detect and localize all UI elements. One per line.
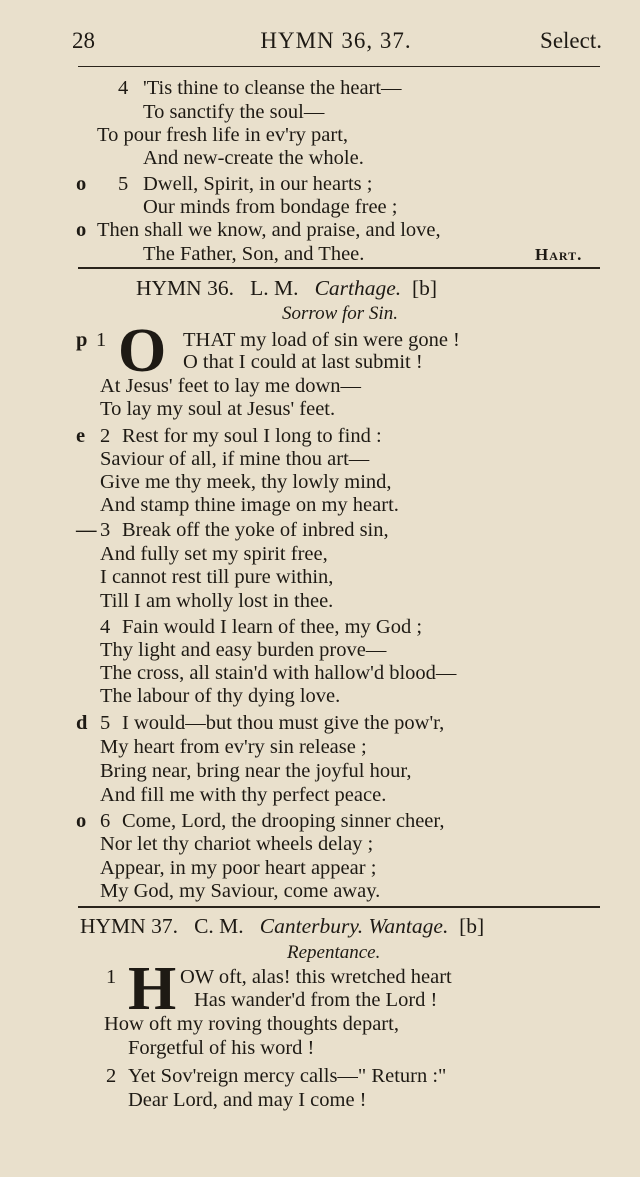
verse-line: Give me thy meek, thy lowly mind, — [100, 471, 392, 493]
header-section: Select. — [540, 28, 602, 53]
hymn-divider — [78, 906, 600, 908]
stanza-number: 2 — [100, 425, 111, 447]
hymn-tune: Canterbury. Wantage. — [259, 914, 449, 938]
hymn-meter: C. M. — [194, 914, 244, 938]
verse-line: OW oft, alas! this wretched heart — [180, 966, 452, 988]
verse-line: At Jesus' feet to lay me down— — [100, 375, 362, 397]
hymn-subtitle: Sorrow for Sin. — [282, 303, 398, 324]
drop-cap: H — [128, 955, 177, 1023]
verse-line: Yet Sov'reign mercy calls—" Return :" — [128, 1065, 447, 1087]
verse-line: My God, my Saviour, come away. — [100, 880, 381, 902]
verse-line: Fain would I learn of thee, my God ; — [122, 616, 423, 638]
dynamic-mark: e — [76, 425, 86, 447]
stanza-number: 4 — [118, 77, 129, 99]
verse-line: The labour of thy dying love. — [100, 685, 341, 707]
hymn-subtitle: Repentance. — [287, 942, 381, 963]
verse-line: Bring near, bring near the joyful hour, — [100, 760, 412, 782]
verse-line: I cannot rest till pure within, — [100, 566, 334, 588]
verse-line: Rest for my soul I long to find : — [122, 425, 382, 447]
verse-line: Then shall we know, and praise, and love, — [97, 219, 441, 241]
hymn-37-title — [80, 916, 484, 938]
dynamic-mark: o — [76, 810, 87, 832]
stanza-number: 4 — [100, 616, 111, 638]
stanza-number: 1 — [96, 329, 107, 351]
stanza-number: 5 — [118, 173, 129, 195]
verse-line: Nor let thy chariot wheels delay ; — [100, 833, 374, 855]
verse-line: My heart from ev'ry sin release ; — [100, 736, 367, 758]
dynamic-mark: d — [76, 712, 88, 734]
verse-line: Has wander'd from the Lord ! — [194, 989, 438, 1011]
stanza-number: 1 — [106, 966, 117, 988]
header-rule — [78, 66, 600, 67]
dynamic-mark: p — [76, 329, 88, 351]
verse-line: I would—but thou must give the pow'r, — [122, 712, 445, 734]
verse-line: Thy light and easy burden prove— — [100, 639, 387, 661]
running-header — [70, 28, 602, 58]
verse-line: How oft my roving thoughts depart, — [104, 1013, 399, 1035]
verse-line: And fill me with thy perfect peace. — [100, 784, 387, 806]
verse-line: Saviour of all, if mine thou art— — [100, 448, 370, 470]
verse-line: Dwell, Spirit, in our hearts ; — [143, 173, 373, 195]
verse-line: Till I am wholly lost in thee. — [100, 590, 334, 612]
hymn-label: HYMN 36. — [136, 276, 234, 300]
author-attribution: Hart. — [535, 245, 583, 264]
verse-line: Come, Lord, the drooping sinner cheer, — [122, 810, 445, 832]
dynamic-mark: o — [76, 219, 87, 241]
dynamic-mark: o — [76, 173, 87, 195]
verse-line: To sanctify the soul— — [143, 101, 325, 123]
hymn-label: HYMN 37. — [80, 914, 178, 938]
drop-cap: O — [118, 317, 167, 385]
verse-line: And new-create the whole. — [143, 147, 364, 169]
hymn-tune: Carthage. — [314, 276, 402, 300]
verse-line: 'Tis thine to cleanse the heart— — [143, 77, 402, 99]
page-number: 28 — [72, 28, 95, 53]
verse-line: The cross, all stain'd with hallow'd blood— — [100, 662, 457, 684]
verse-line: Forgetful of his word ! — [128, 1037, 315, 1059]
verse-line: Appear, in my poor heart appear ; — [100, 857, 377, 879]
dynamic-mark: — — [76, 519, 97, 541]
verse-line: And stamp thine image on my heart. — [100, 494, 399, 516]
hymn-dynamic: [b] — [459, 914, 485, 938]
stanza-number: 5 — [100, 712, 111, 734]
stanza-number: 3 — [100, 519, 111, 541]
verse-line: To lay my soul at Jesus' feet. — [100, 398, 336, 420]
verse-line: O that I could at last submit ! — [183, 351, 423, 373]
stanza-number: 6 — [100, 810, 111, 832]
hymn-meter: L. M. — [250, 276, 299, 300]
stanza-number: 2 — [106, 1065, 117, 1087]
hymn-divider — [78, 267, 600, 269]
verse-line: The Father, Son, and Thee. — [143, 243, 365, 265]
verse-line: And fully set my spirit free, — [100, 543, 328, 565]
verse-line: Dear Lord, and may I come ! — [128, 1089, 367, 1111]
verse-line: Break off the yoke of inbred sin, — [122, 519, 389, 541]
verse-line: To pour fresh life in ev'ry part, — [97, 124, 349, 146]
verse-line: Our minds from bondage free ; — [143, 196, 398, 218]
header-title: HYMN 36, 37. — [260, 28, 412, 53]
hymn-dynamic: [b] — [411, 276, 438, 300]
hymn-36-title — [136, 278, 437, 300]
verse-line: THAT my load of sin were gone ! — [183, 329, 460, 351]
